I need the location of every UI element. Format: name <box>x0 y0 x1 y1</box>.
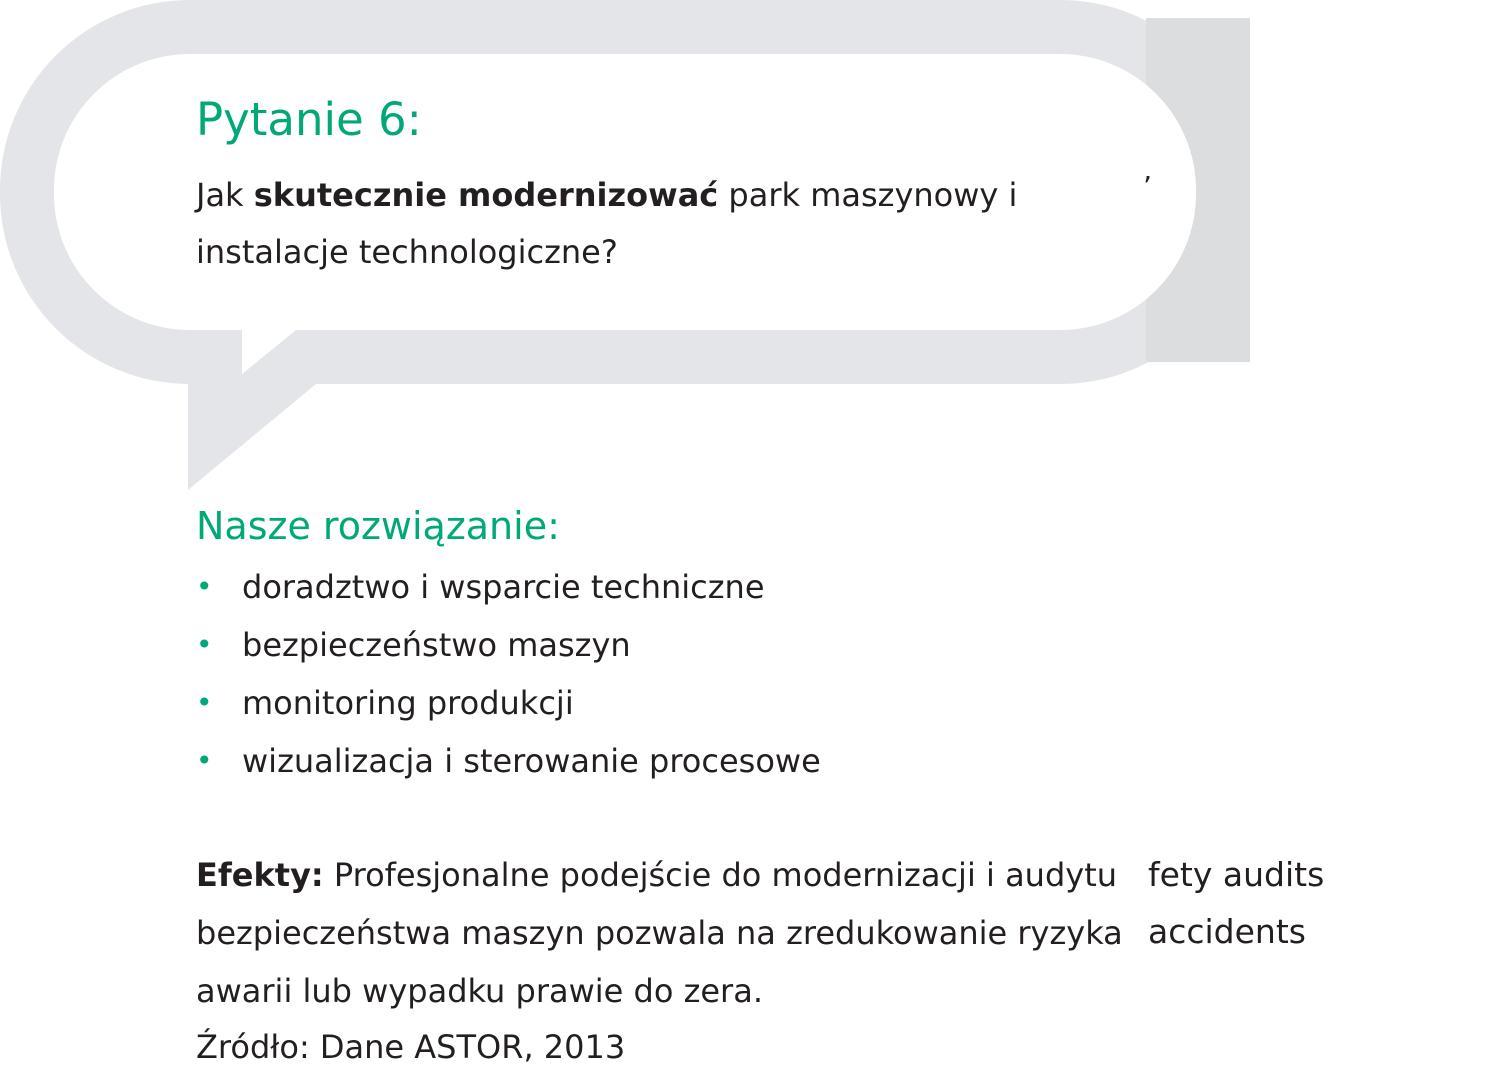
bullet-icon: • <box>196 570 213 603</box>
clipped-mark: ’ <box>1143 170 1152 203</box>
clipped-text-line-1: fety audits <box>1148 855 1325 894</box>
source-note: Źródło: Dane ASTOR, 2013 <box>196 1028 626 1066</box>
question-text-end: park maszynowy i instalacje technologiczne? <box>196 176 1018 271</box>
question-text <box>196 167 1076 281</box>
effects-label: Efekty: <box>196 856 324 894</box>
question-title: Pytanie 6: <box>196 93 422 146</box>
effects-paragraph <box>196 846 1136 1020</box>
effects-text: Profesjonalne podejście do modernizacji i audytu bezpieczeństwa maszyn pozwala na zredukowanie ryzyka awarii lub wypadku prawie do zera. <box>196 856 1123 1010</box>
solution-title: Nasze rozwiązanie: <box>196 504 560 548</box>
list-item-label: monitoring produkcji <box>242 684 574 722</box>
list-item-label: doradztwo i wsparcie techniczne <box>242 568 765 606</box>
list-item-label: wizualizacja i sterowanie procesowe <box>242 742 821 780</box>
question-text-start: Jak <box>196 176 254 214</box>
list-item-label: bezpieczeństwo maszyn <box>242 626 631 664</box>
bullet-icon: • <box>196 686 213 719</box>
bullet-icon: • <box>196 744 213 777</box>
question-text-emphasis: skutecznie modernizować <box>253 176 719 214</box>
clipped-text-line-2: accidents <box>1148 912 1306 951</box>
bullet-icon: • <box>196 628 213 661</box>
